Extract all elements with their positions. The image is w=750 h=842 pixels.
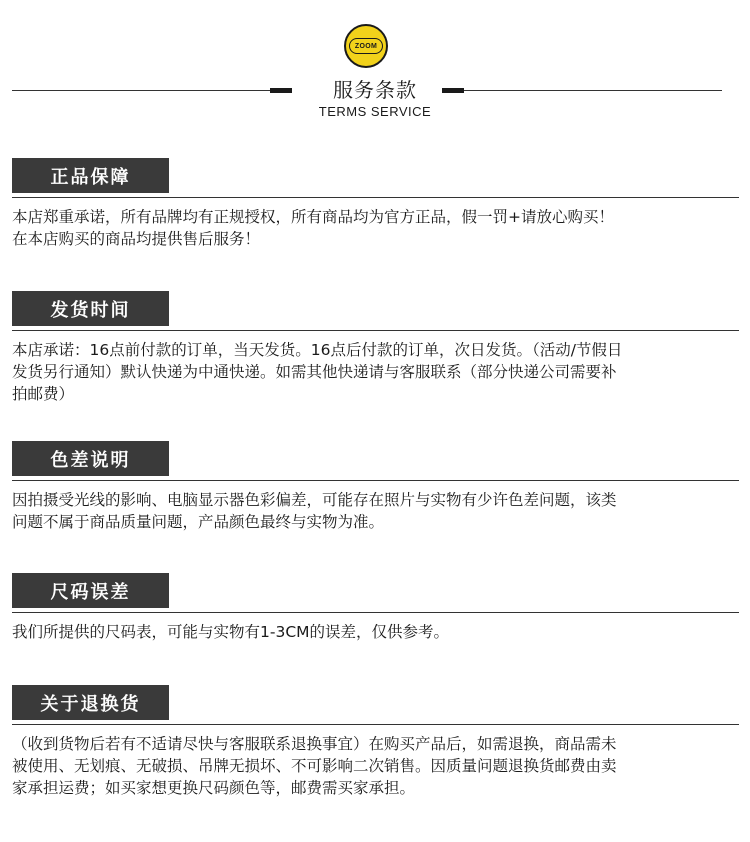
section-body: 我们所提供的尺码表，可能与实物有1-3CM的误差，仅供参考。 [12, 623, 450, 641]
page-subtitle: TERMS SERVICE [318, 104, 432, 119]
section-divider [12, 724, 739, 725]
brand-logo [344, 24, 388, 68]
section-body: 本店承诺：16点前付款的订单，当天发货。16点后付款的订单，次日发货。（活动/节假日 发货另行通知）默认快递为中通快递。如需其他快递请与客服联系（部分快递公司需要补 拍邮费） [12, 341, 623, 403]
brand-logo-text: ZOOM [349, 38, 383, 54]
section-body: （收到货物后若有不适请尽快与客服联系退换事宜）在购买产品后，如需退换，商品需未 被使用、无划痕、无破损、吊牌无损坏、不可影响二次销售。因质量问题退换货邮费由卖 家承担运费；如买家想更换尺码颜色等，邮费需买家承担。 [12, 735, 617, 797]
section-title: 色差说明 [12, 441, 169, 476]
section-title: 尺码误差 [12, 573, 169, 608]
section-body: 因拍摄受光线的影响、电脑显示器色彩偏差，可能存在照片与实物有少许色差问题，该类 问题不属于商品质量问题，产品颜色最终与实物为准。 [12, 491, 617, 531]
section-divider [12, 480, 739, 481]
section-title: 发货时间 [12, 291, 169, 326]
section-divider [12, 330, 739, 331]
section-title: 关于退换货 [12, 685, 169, 720]
page-header [0, 0, 750, 130]
section-divider [12, 612, 739, 613]
section-title: 正品保障 [12, 158, 169, 193]
page-title: 服务条款 [333, 78, 417, 102]
section-divider [12, 197, 739, 198]
section-body: 本店郑重承诺，所有品牌均有正规授权，所有商品均为官方正品，假一罚+请放心购买！ 在本店购买的商品均提供售后服务！ [12, 208, 614, 248]
